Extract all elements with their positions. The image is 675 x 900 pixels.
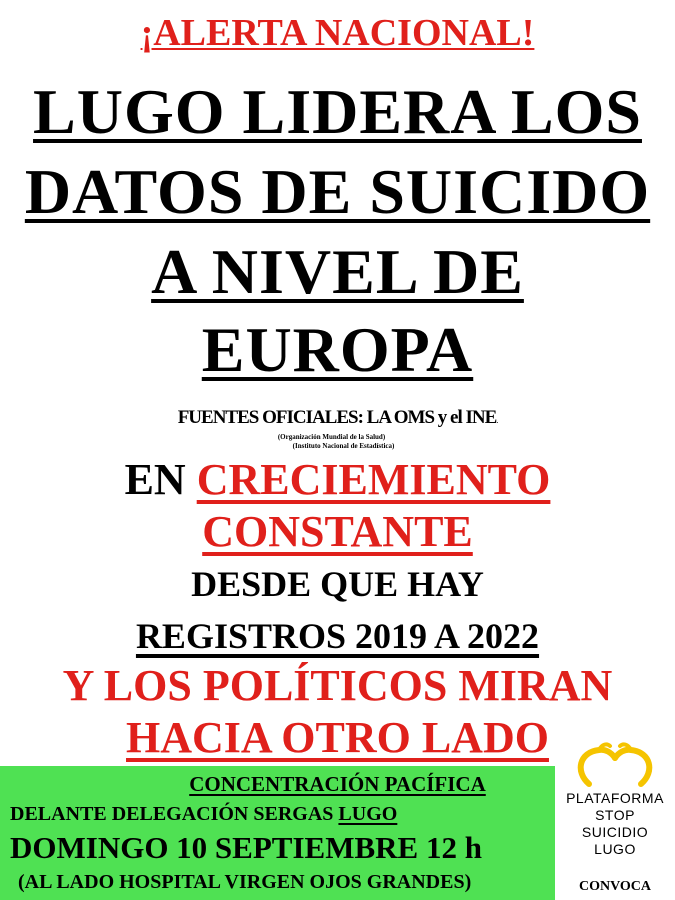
headline-line-2: DATOS DE SUICIDO: [24, 156, 651, 227]
ine-fullname: (Instituto Nacional de Estadística): [292, 442, 395, 450]
event-location-prefix: DELANTE DELEGACIÓN SERGAS: [10, 803, 339, 825]
organizer-name-line-1: PLATAFORMA: [566, 790, 664, 806]
growth-word: CRECIEMIENTO: [196, 455, 551, 504]
headline-line-3: A NIVEL DE: [151, 236, 524, 307]
event-date: DOMINGO 10 SEPTIEMBRE 12 h: [10, 830, 482, 865]
growth-line: [0, 455, 675, 504]
organizer-name-line-4: LUGO: [594, 841, 636, 857]
organizer-name-line-3: SUICIDIO: [581, 824, 649, 840]
records-line: REGISTROS 2019 A 2022: [135, 616, 540, 656]
politicians-line: Y LOS POLÍTICOS MIRAN: [62, 661, 613, 710]
since-line: DESDE QUE HAY: [191, 564, 484, 604]
headline-line-4: EUROPA: [201, 314, 474, 385]
oms-fullname: (Organización Mundial de la Salud): [277, 433, 386, 441]
organizer-name: [555, 790, 675, 858]
en-word: EN: [124, 455, 197, 504]
alert-heading: ¡ALERTA NACIONAL!: [140, 12, 535, 54]
yellow-hands-ribbon-icon: [569, 742, 661, 792]
sources-dot: .: [496, 416, 498, 425]
event-title: CONCENTRACIÓN PACÍFICA: [189, 772, 486, 796]
convoca-label: CONVOCA: [578, 879, 652, 894]
organizer-name-line-2: STOP: [595, 807, 635, 823]
other-side-line: HACIA OTRO LADO: [126, 713, 549, 762]
constant-word: CONSTANTE: [202, 507, 473, 556]
sources-line: [0, 408, 675, 427]
event-location-city: LUGO: [338, 803, 398, 825]
headline-line-1: LUGO LIDERA LOS: [33, 76, 642, 147]
sources-text: FUENTES OFICIALES: LA OMS y el INE: [177, 407, 497, 428]
event-landmark: (AL LADO HOSPITAL VIRGEN OJOS GRANDES): [18, 871, 472, 893]
event-location: [10, 804, 397, 824]
